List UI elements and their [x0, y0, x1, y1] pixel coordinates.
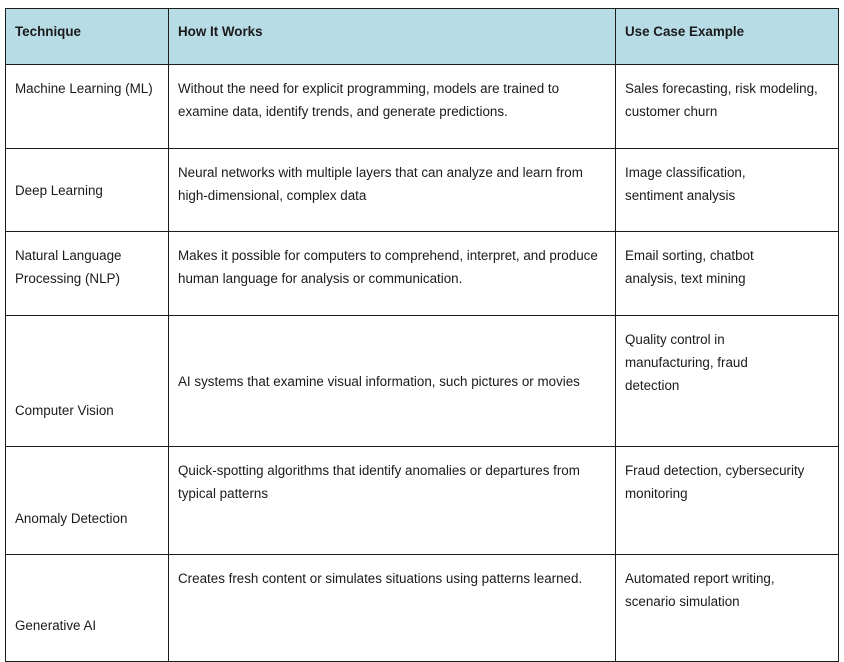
how-it-works-cell: Creates fresh content or simulates situations using patterns learned.: [169, 555, 616, 662]
technique-cell: Natural Language Processing (NLP): [6, 232, 169, 316]
table-header-row: [6, 9, 839, 65]
use-case-cell: Automated report writing, scenario simulation: [616, 555, 839, 662]
how-it-works-cell: Neural networks with multiple layers that can analyze and learn from high-dimensional, complex data: [169, 149, 616, 232]
use-case-cell: Quality control in manufacturing, fraud detection: [616, 316, 839, 447]
table-row: [6, 65, 839, 149]
how-it-works-cell: Without the need for explicit programming, models are trained to examine data, identify trends, and generate predictions.: [169, 65, 616, 149]
technique-cell: Computer Vision: [6, 316, 169, 447]
technique-cell: Generative AI: [6, 555, 169, 662]
table-row: [6, 149, 839, 232]
technique-cell: Anomaly Detection: [6, 447, 169, 555]
ai-techniques-table: [5, 8, 839, 662]
use-case-cell: Fraud detection, cybersecurity monitoring: [616, 447, 839, 555]
table-row: [6, 316, 839, 447]
header-use-case-example: Use Case Example: [616, 9, 839, 65]
use-case-cell: Image classification, sentiment analysis: [616, 149, 839, 232]
how-it-works-cell: AI systems that examine visual information, such pictures or movies: [169, 316, 616, 447]
table-row: [6, 232, 839, 316]
header-how-it-works: How It Works: [169, 9, 616, 65]
technique-cell: Deep Learning: [6, 149, 169, 232]
how-it-works-cell: Quick-spotting algorithms that identify anomalies or departures from typical patterns: [169, 447, 616, 555]
use-case-cell: Email sorting, chatbot analysis, text mining: [616, 232, 839, 316]
table-row: [6, 555, 839, 662]
table-row: [6, 447, 839, 555]
technique-cell: Machine Learning (ML): [6, 65, 169, 149]
use-case-cell: Sales forecasting, risk modeling, customer churn: [616, 65, 839, 149]
how-it-works-cell: Makes it possible for computers to comprehend, interpret, and produce human language for analysis or communication.: [169, 232, 616, 316]
header-technique: Technique: [6, 9, 169, 65]
